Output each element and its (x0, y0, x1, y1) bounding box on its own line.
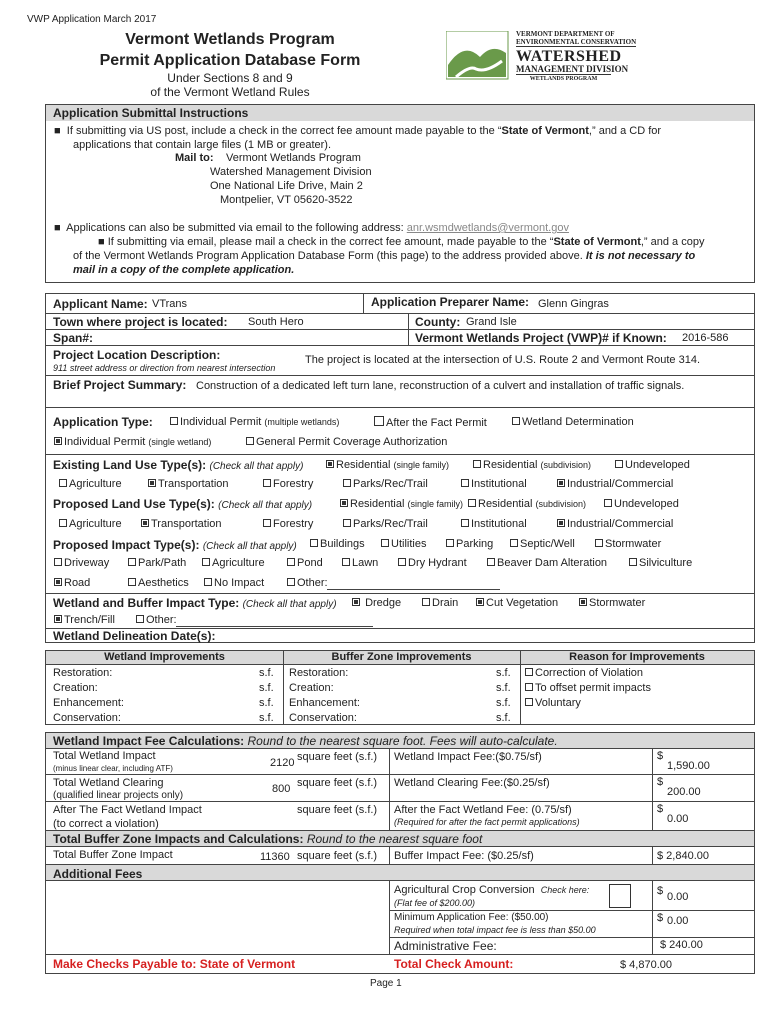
county-label: County: (415, 315, 461, 329)
proposed-agriculture[interactable]: Agriculture (59, 518, 122, 530)
w-sf-4: s.f. (259, 712, 274, 724)
atff-dollar: $ (657, 803, 664, 815)
impact-pond[interactable]: Pond (287, 557, 323, 569)
min-value: 0.00 (667, 915, 689, 927)
impact-beaver[interactable]: Beaver Dam Alteration (487, 557, 607, 569)
town-field[interactable]: South Hero (248, 316, 304, 328)
document-date: VWP Application March 2017 (27, 14, 157, 25)
wcf-value: 200.00 (667, 786, 701, 798)
b-restoration-label: Restoration: (289, 667, 349, 679)
submittal-bullet-1 (54, 125, 661, 137)
applicant-name-label: Applicant Name: (53, 297, 148, 311)
payable-note: Make Checks Payable to: State of Vermont (53, 957, 296, 971)
w-conservation-label: Conservation: (53, 712, 121, 724)
bullet1-text-a: If submitting via US post, include a check in the correct fee amount made payable to the “ (66, 125, 502, 137)
address-line-1: Vermont Wetlands Program (226, 152, 361, 164)
twc-unit: square feet (s.f.) (297, 777, 378, 789)
square-bullet-icon: ■ (98, 236, 105, 248)
mail-to-label: Mail to: (175, 152, 214, 164)
existing-industrial[interactable]: Industrial/Commercial (557, 478, 673, 490)
atf-label: After The Fact Wetland Impact (53, 804, 202, 816)
buffer-heading: Total Buffer Zone Impacts and Calculations: Round to the nearest square foot (53, 832, 483, 846)
agri-value: 0.00 (667, 891, 689, 903)
proposed-land-use-label: Proposed Land Use Type(s): (Check all that apply) (53, 497, 313, 511)
wbi-trenchfill[interactable]: Trench/Fill (54, 614, 115, 626)
impact-lawn[interactable]: Lawn (342, 557, 378, 569)
total-value: $ 4,870.00 (620, 959, 672, 971)
submittal-heading: Application Submittal Instructions (53, 106, 249, 120)
impact-type-label: Proposed Impact Type(s): (Check all that apply) (53, 538, 297, 552)
delineation-label: Wetland Delineation Date(s): (53, 629, 216, 643)
existing-transportation[interactable]: Transportation (148, 478, 229, 490)
impact-other-field[interactable] (327, 589, 500, 590)
checkbox-wetland-determination[interactable]: Wetland Determination (512, 416, 634, 428)
existing-agriculture[interactable]: Agriculture (59, 478, 122, 490)
wbi-dredge[interactable]: Dredge (352, 597, 401, 609)
sub-bullet-line-2 (73, 250, 695, 262)
impact-agriculture[interactable]: Agriculture (202, 557, 265, 569)
agri-checkbox[interactable] (609, 884, 631, 908)
proposed-parks[interactable]: Parks/Rec/Trail (343, 518, 428, 530)
preparer-name-label: Application Preparer Name: (371, 295, 530, 309)
b-creation-label: Creation: (289, 682, 334, 694)
reason-violation[interactable]: Correction of Violation (525, 667, 643, 679)
agri-note: (Flat fee of $200.00) (394, 898, 476, 908)
b-sf-2: s.f. (496, 682, 511, 694)
form-title-line1: Vermont Wetlands Program (125, 31, 335, 48)
atf-note: (to correct a violation) (53, 818, 159, 830)
sub-bullet-text-c: ,” and a copy (640, 236, 705, 248)
atff-label: After the Fact Wetland Fee: (0.75/sf) (394, 804, 572, 816)
tbz-value[interactable]: 11360 (260, 851, 290, 863)
square-bullet-icon: ■ (54, 222, 61, 234)
impact-parkpath[interactable]: Park/Path (128, 557, 186, 569)
sub-bullet-text-e: It is not necessary to (585, 250, 696, 262)
county-field[interactable]: Grand Isle (466, 316, 517, 328)
wbi-drain[interactable]: Drain (422, 597, 458, 609)
span-label: Span#: (53, 331, 94, 345)
wbi-other-field[interactable] (176, 626, 373, 627)
col-wetland-improvements: Wetland Improvements (104, 651, 225, 663)
proposed-forestry[interactable]: Forestry (263, 518, 313, 530)
page-number: Page 1 (370, 978, 402, 989)
existing-residential-sub[interactable]: Residential (subdivision) (473, 459, 591, 471)
summary-label: Brief Project Summary: (53, 378, 187, 392)
twi-unit: square feet (s.f.) (297, 751, 378, 763)
b-sf-4: s.f. (496, 712, 511, 724)
wcf-label: Wetland Clearing Fee:($0.25/sf) (394, 777, 550, 789)
additional-heading: Additional Fees (53, 867, 143, 881)
wbi-stormwater[interactable]: Stormwater (579, 597, 645, 609)
address-line-4: Montpelier, VT 05620-3522 (220, 194, 353, 206)
existing-land-use-label: Existing Land Use Type(s): (Check all that apply) (53, 458, 304, 472)
bullet1-text-b: State of Vermont (501, 125, 589, 137)
proposed-residential-single[interactable]: Residential (single family) (340, 498, 463, 510)
reason-voluntary[interactable]: Voluntary (525, 697, 581, 709)
location-label: Project Location Description: (53, 348, 221, 362)
vwp-label: Vermont Wetlands Project (VWP)# if Known: (415, 331, 667, 345)
existing-residential-single[interactable]: Residential (single family) (326, 459, 449, 471)
w-enhancement-label: Enhancement: (53, 697, 124, 709)
admin-label: Administrative Fee: (394, 939, 497, 953)
preparer-name-field[interactable]: Glenn Gingras (538, 298, 609, 310)
bif-label: Buffer Impact Fee: ($0.25/sf) (394, 850, 534, 862)
tbz-unit: square feet (s.f.) (297, 850, 378, 862)
bullet1-text-c: ,” and a CD for (588, 125, 662, 137)
existing-undeveloped[interactable]: Undeveloped (615, 459, 690, 471)
logo-line1: VERMONT DEPARTMENT OF (516, 30, 615, 38)
logo-line3: WATERSHED (516, 48, 622, 65)
twc-label: Total Wetland Clearing (53, 777, 164, 789)
proposed-industrial[interactable]: Industrial/Commercial (557, 518, 673, 530)
checkbox-general-permit[interactable]: General Permit Coverage Authorization (246, 436, 447, 448)
watershed-landscape-icon (446, 31, 510, 81)
app-type-label: Application Type: (53, 415, 153, 429)
sub-bullet-text-a: If submitting via email, please mail a check in the correct fee amount, made payable to the “ (107, 236, 554, 248)
twi-label: Total Wetland Impact (53, 750, 156, 762)
w-sf-3: s.f. (259, 697, 274, 709)
w-restoration-label: Restoration: (53, 667, 113, 679)
impact-utilities[interactable]: Utilities (381, 538, 426, 550)
impact-driveway[interactable]: Driveway (54, 557, 109, 569)
wif-dollar: $ (657, 750, 664, 762)
vwp-field[interactable]: 2016-586 (682, 332, 729, 344)
atf-unit: square feet (s.f.) (297, 804, 378, 816)
twc-note: (qualified linear projects only) (53, 790, 184, 801)
town-label: Town where project is located: (53, 315, 228, 329)
impact-stormwater[interactable]: Stormwater (595, 538, 661, 550)
address-line-3: One National Life Drive, Main 2 (210, 180, 363, 192)
address-line-2: Watershed Management Division (210, 166, 372, 178)
existing-forestry[interactable]: Forestry (263, 478, 313, 490)
applicant-name-field[interactable]: VTrans (152, 298, 188, 310)
logo-line4: MANAGEMENT DIVISION (516, 64, 629, 74)
w-sf-1: s.f. (259, 667, 274, 679)
proposed-transportation[interactable]: Transportation (141, 518, 222, 530)
proposed-undeveloped[interactable]: Undeveloped (604, 498, 679, 510)
impact-silviculture[interactable]: Silviculture (629, 557, 692, 569)
checkbox-individual-multiple[interactable]: Individual Permit (multiple wetlands) (170, 416, 339, 428)
sub-bullet-text-d: of the Vermont Wetlands Program Application Database Form (this page) to the address provided above. (73, 250, 583, 262)
col-reason: Reason for Improvements (569, 651, 705, 663)
logo-line2: ENVIRONMENTAL CONSERVATION (516, 38, 637, 46)
form-subtitle-line1: Under Sections 8 and 9 (167, 71, 293, 85)
agri-label: Agricultural Crop Conversion Check here: (394, 884, 590, 896)
reason-offset[interactable]: To offset permit impacts (525, 682, 651, 694)
tbz-label: Total Buffer Zone Impact (53, 849, 173, 861)
w-creation-label: Creation: (53, 682, 98, 694)
fees-heading: Wetland Impact Fee Calculations: Round to the nearest square foot. Fees will auto-calculate. (53, 734, 558, 748)
email-link[interactable]: anr.wsmdwetlands@vermont.gov (406, 222, 569, 234)
sub-bullet-text-b: State of Vermont (553, 236, 641, 248)
w-sf-2: s.f. (259, 682, 274, 694)
agri-dollar: $ (657, 885, 664, 897)
impact-buildings[interactable]: Buildings (310, 538, 365, 550)
sub-bullet-text-f: mail in a copy of the complete application. (73, 264, 295, 276)
submittal-bullet-2 (54, 222, 569, 234)
existing-parks[interactable]: Parks/Rec/Trail (343, 478, 428, 490)
wif-label: Wetland Impact Fee:($0.75/sf) (394, 751, 542, 763)
atff-note: (Required for after the fact permit applications) (394, 817, 580, 827)
twi-value[interactable]: 2120 (270, 757, 295, 769)
wcf-dollar: $ (657, 776, 664, 788)
summary-field[interactable]: Construction of a dedicated left turn lane, reconstruction of a culvert and installation of traffic signals. (196, 380, 685, 392)
min-label: Minimum Application Fee: ($50.00) (394, 912, 549, 923)
square-bullet-icon: ■ (54, 125, 61, 137)
b-sf-1: s.f. (496, 667, 511, 679)
bullet1-text-d: applications that contain large files (1 MB or greater). (73, 139, 332, 151)
b-conservation-label: Conservation: (289, 712, 357, 724)
location-field[interactable]: The project is located at the intersection of U.S. Route 2 and Vermont Route 314. (305, 354, 701, 366)
checkbox-after-the-fact[interactable]: After the Fact Permit (374, 416, 487, 429)
min-dollar: $ (657, 912, 664, 924)
impact-dryhydrant[interactable]: Dry Hydrant (398, 557, 467, 569)
form-title-line2: Permit Application Database Form (99, 52, 361, 69)
wbi-other[interactable]: Other: (136, 614, 177, 626)
impact-parking[interactable]: Parking (446, 538, 493, 550)
atff-value: 0.00 (667, 813, 689, 825)
impact-road[interactable]: Road (54, 577, 90, 589)
proposed-residential-sub[interactable]: Residential (subdivision) (468, 498, 586, 510)
twc-value[interactable]: 800 (272, 783, 291, 795)
form-subtitle-line2: of the Vermont Wetland Rules (150, 85, 310, 99)
impact-noimpact[interactable]: No Impact (204, 577, 264, 589)
b-enhancement-label: Enhancement: (289, 697, 360, 709)
location-hint: 911 street address or direction from nearest intersection (53, 363, 276, 373)
proposed-institutional[interactable]: Institutional (461, 518, 527, 530)
wbi-cutveg[interactable]: Cut Vegetation (476, 597, 558, 609)
impact-other[interactable]: Other: (287, 577, 328, 589)
wbi-label: Wetland and Buffer Impact Type: (Check all that apply) (53, 596, 337, 610)
twi-note: (minus linear clear, including ATF) (53, 764, 173, 773)
b-sf-3: s.f. (496, 697, 511, 709)
logo-line5: WETLANDS PROGRAM (516, 74, 611, 82)
impact-aesthetics[interactable]: Aesthetics (128, 577, 189, 589)
impact-septic[interactable]: Septic/Well (510, 538, 575, 550)
min-note: Required when total impact fee is less than $50.00 (394, 925, 596, 935)
bif-value: $ 2,840.00 (657, 850, 709, 862)
bullet2-text: Applications can also be submitted via email to the following address: (66, 222, 404, 234)
checkbox-individual-single[interactable]: Individual Permit (single wetland) (54, 436, 211, 448)
admin-value: $ 240.00 (660, 939, 703, 951)
dec-logo (446, 27, 746, 85)
existing-institutional[interactable]: Institutional (461, 478, 527, 490)
total-label: Total Check Amount: (394, 957, 514, 971)
sub-bullet (98, 236, 704, 248)
col-buffer-improvements: Buffer Zone Improvements (331, 651, 472, 663)
wif-value: 1,590.00 (667, 760, 710, 772)
